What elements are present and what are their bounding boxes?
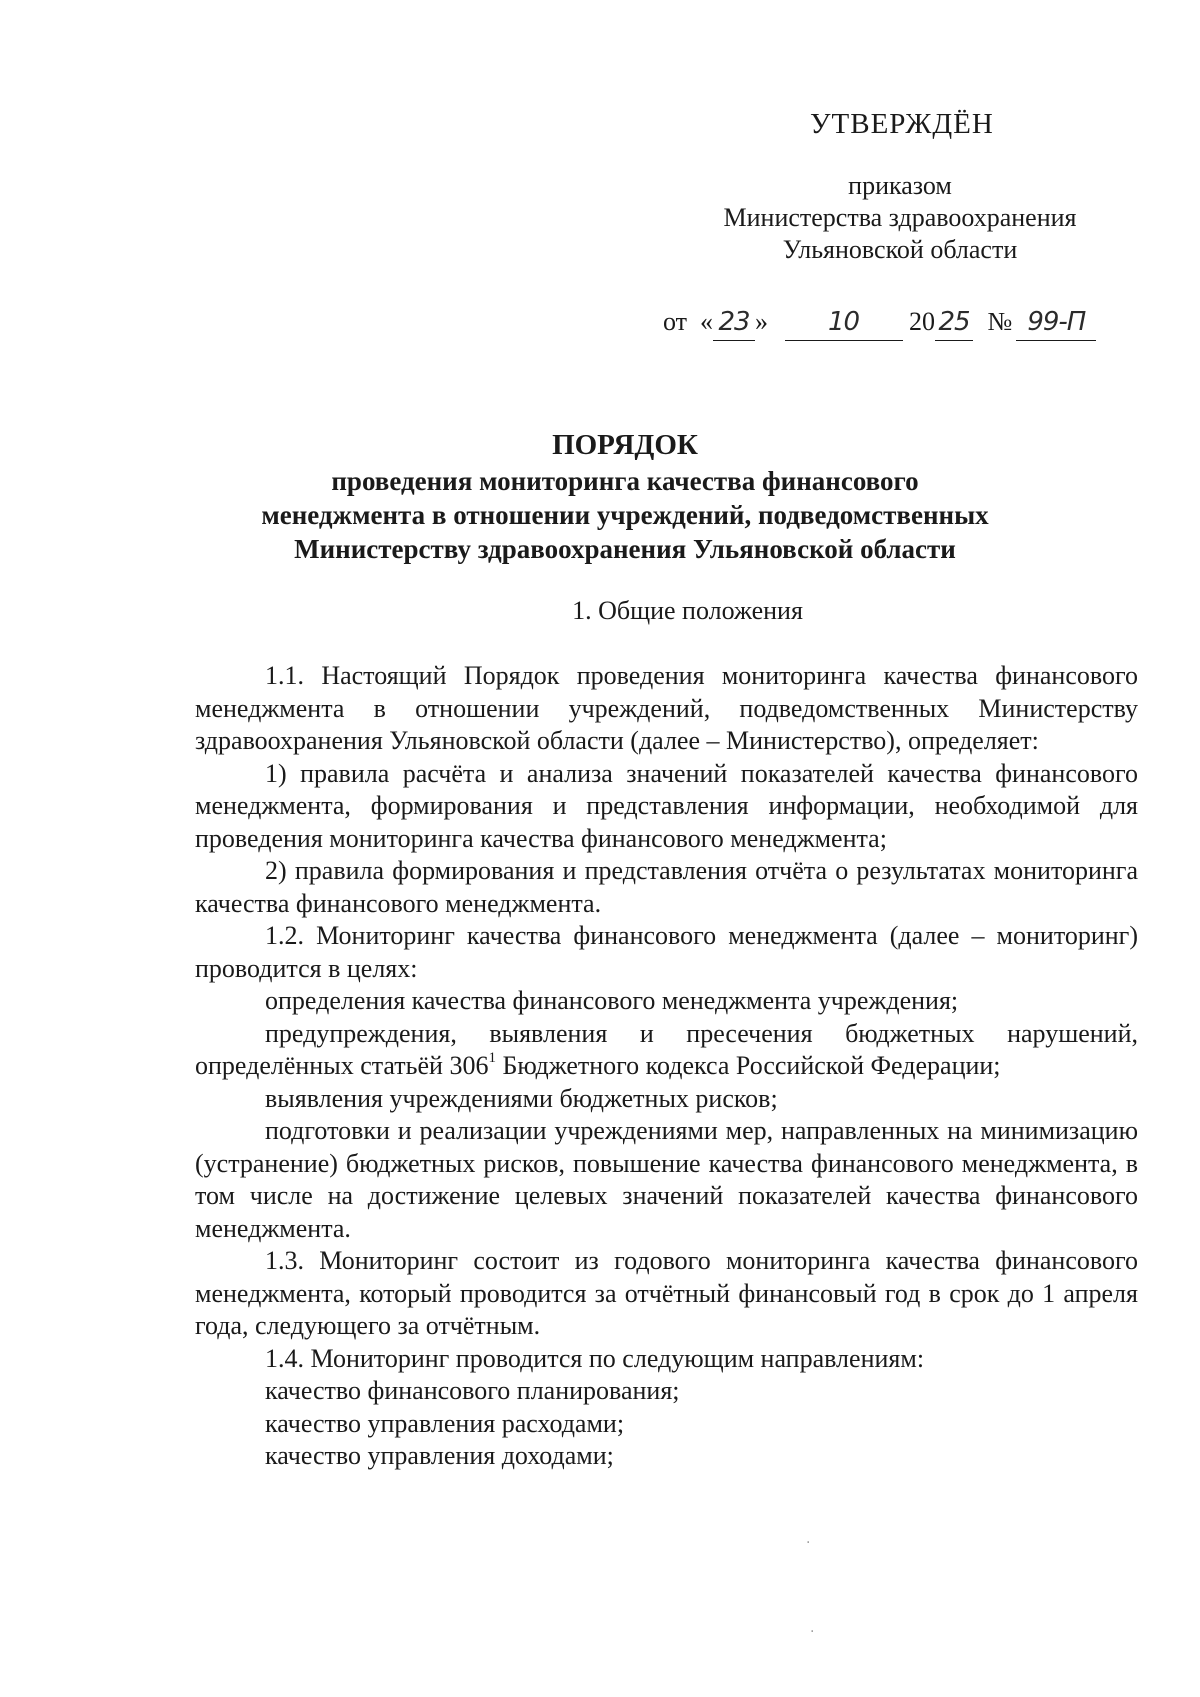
goal-4: подготовки и реализации учреждениями мер, направленных на минимизацию (устранение) бюджетных рисков, повышение качества финансового менеджмента, в том числе на достижение целевых значений показателей качества финансового менеджмента. (195, 1116, 1138, 1243)
day-close-quote: » (755, 307, 769, 336)
order-number: 99-П (1016, 304, 1096, 341)
paragraph-1-4: 1.4. Мониторинг проводится по следующим направлениям: (265, 1343, 925, 1373)
scan-speck: · (810, 1624, 815, 1640)
section-heading: 1. Общие положения (572, 596, 803, 625)
paragraph-1-2: 1.2. Мониторинг качества финансового менеджмента (далее – мониторинг) проводится в целях: (195, 921, 1138, 983)
title-line-2: проведения мониторинга качества финансового (331, 466, 919, 496)
order-year-suffix: 25 (935, 304, 973, 341)
paragraph-1-1: 1.1. Настоящий Порядок проведения мониторинга качества финансового менеджмента в отношении учреждений, подведомственных Министерству здравоохранения Ульяновской области (далее – Министерство), определяет: (195, 661, 1138, 755)
paragraph-item-1: 1) правила расчёта и анализа значений показателей качества финансового менеджмента, формирования и представления информации, необходимой для проведения мониторинга качества финансового менеджмента; (195, 758, 1138, 853)
document-title (150, 428, 1100, 566)
direction-3: качество управления доходами; (265, 1441, 614, 1470)
section-body (195, 660, 1138, 1473)
order-month: 10 (785, 304, 903, 341)
goal-3: выявления учреждениями бюджетных рисков; (265, 1083, 778, 1113)
year-prefix: 20 (909, 307, 936, 336)
goal-2-tail: Бюджетного кодекса Российской Федерации; (495, 1051, 1001, 1080)
day-open-quote: « (700, 307, 714, 336)
direction-1: качество финансового планирования; (265, 1376, 680, 1405)
goal-2-text: предупреждения, выявления и пресечения бюджетных нарушений, определённых статьёй 306 (195, 1018, 1138, 1080)
order-line-1: приказом (848, 171, 952, 200)
title-line-4: Министерству здравоохранения Ульяновской области (294, 534, 956, 564)
title-line-3: менеджмента в отношении учреждений, подведомственных (261, 500, 989, 530)
paragraph-item-2: 2) правила формирования и представления отчёта о результатах мониторинга качества финансового менеджмента. (195, 856, 1138, 918)
number-sign: № (987, 307, 1013, 336)
order-day: 23 (713, 304, 755, 341)
paragraph-1-3: 1.3. Мониторинг состоит из годового мониторинга качества финансового менеджмента, который проводится за отчётный финансовый год в срок до 1 апреля года, следующего за отчётным. (195, 1246, 1138, 1340)
direction-2: качество управления расходами; (265, 1408, 625, 1438)
order-line-3: Ульяновской области (782, 235, 1018, 264)
title-line-1: ПОРЯДОК (552, 429, 698, 461)
order-issuer (700, 170, 1100, 266)
goal-1: определения качества финансового менеджмента учреждения; (265, 986, 959, 1015)
scan-speck: · (806, 1535, 811, 1551)
date-prefix: от (663, 307, 688, 336)
order-date-number (663, 304, 1096, 341)
approval-stamp-title: УТВЕРЖДЁН (810, 108, 994, 140)
order-line-2: Министерства здравоохранения (723, 203, 1077, 232)
goal-2 (195, 1018, 1138, 1083)
article-superscript: 1 (488, 1050, 496, 1067)
